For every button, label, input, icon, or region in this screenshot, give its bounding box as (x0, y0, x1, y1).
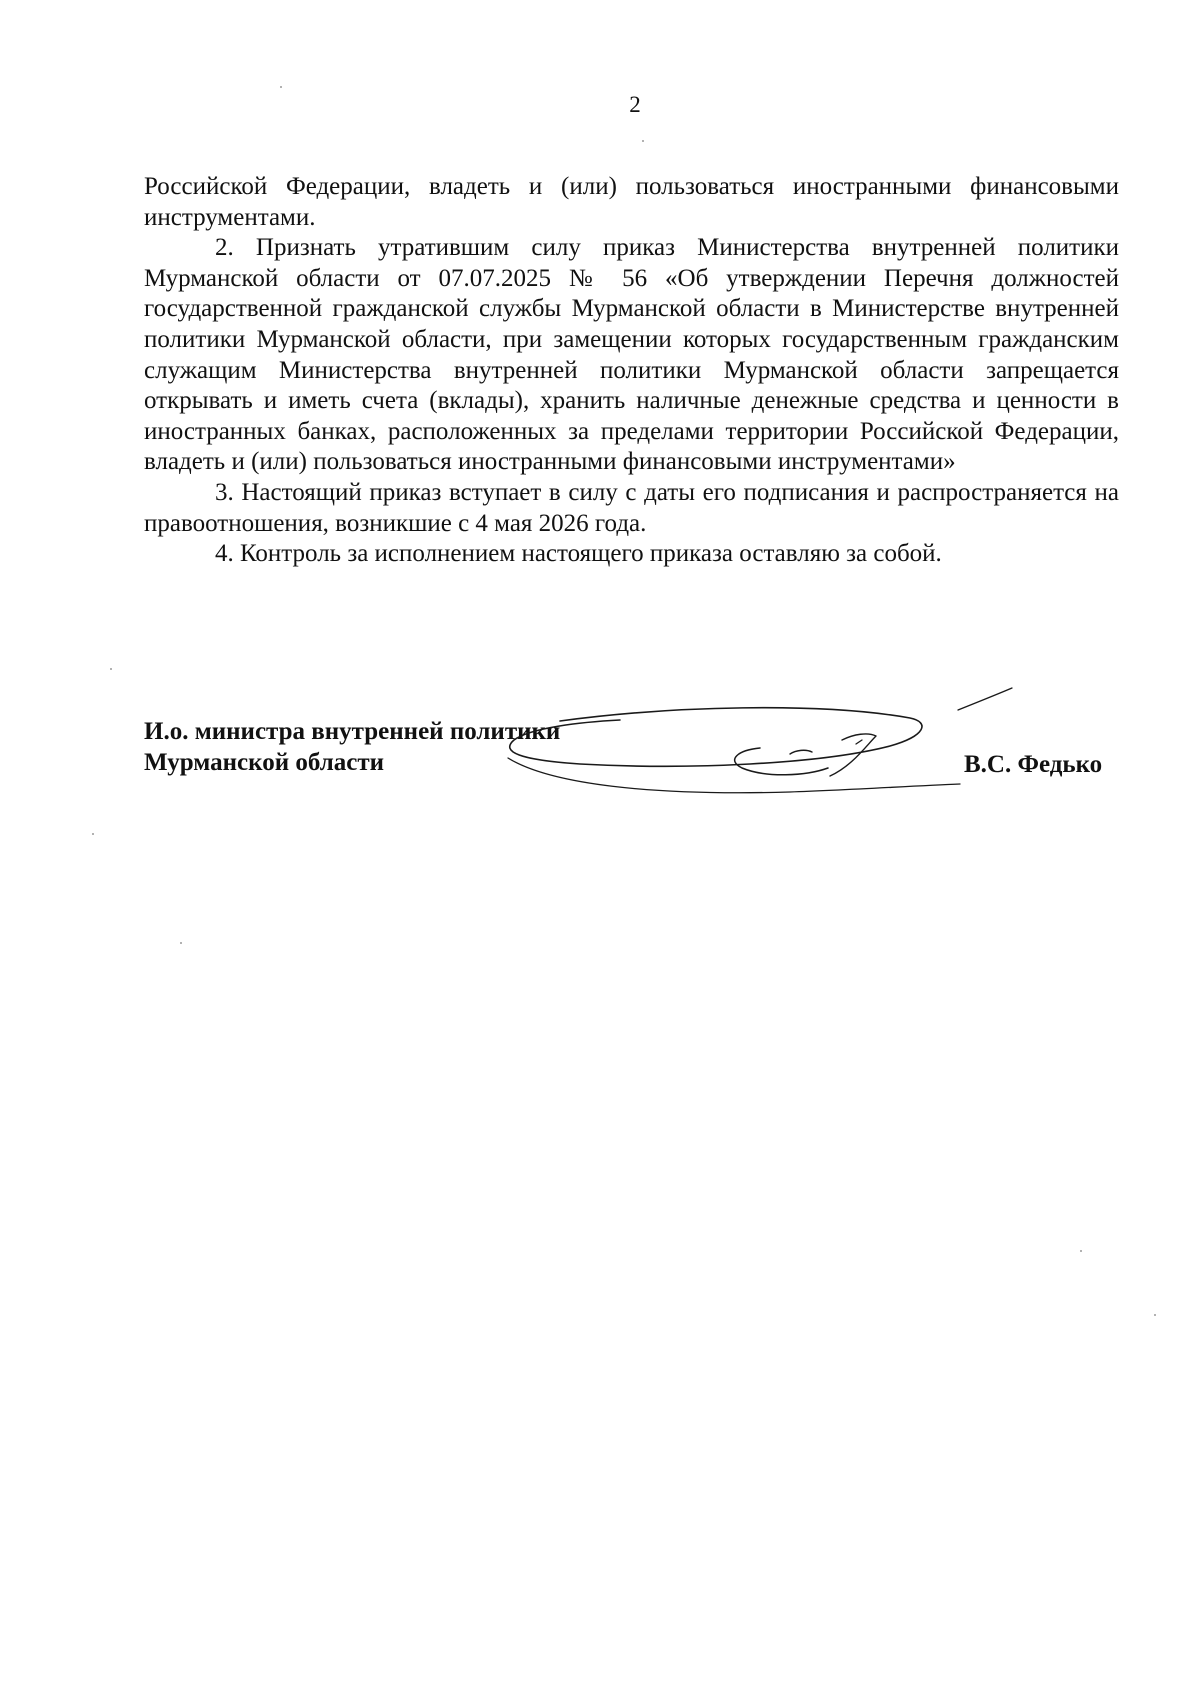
scan-speck (92, 833, 94, 835)
scan-speck (642, 140, 644, 142)
scan-speck (180, 942, 182, 944)
scan-speck (1080, 1250, 1082, 1252)
scan-speck (1154, 1314, 1156, 1316)
scan-speck (110, 668, 112, 670)
signatory-position-line-1: И.о. министра внутренней политики (144, 718, 561, 745)
document-body (144, 172, 1119, 570)
signatory-position-line-2: Мурманской области (144, 749, 385, 776)
paragraph-4: 4. Контроль за исполнением настоящего приказа оставляю за собой. (215, 540, 942, 568)
page-number: 2 (629, 92, 641, 117)
paragraph-3: 3. Настоящий приказ вступает в силу с даты его подписания и распространяется на правоотношения, возникшие с 4 мая 2026 года. (144, 478, 1119, 537)
paragraph-continuation: Российской Федерации, владеть и (или) пользоваться иностранными финансовыми инструментами. (144, 173, 1119, 231)
paragraph-2: 2. Признать утратившим силу приказ Министерства внутренней политики Мурманской области от 07.07.2025 № 56 «Об утверждении Перечня должностей государственной гражданской службы Мурманской области в Министерстве внутренней политики Мурманской области, при замещении которых государственным гражданским служащим Министерства внутренней политики Мурманской области запрещается открывать и иметь счета (вклады), хранить наличные денежные средства и ценности в иностранных банках, расположенных за пределами территории Российской Федерации, владеть и (или) пользоваться иностранными финансовыми инструментами» (144, 234, 1119, 476)
handwritten-signature (490, 680, 1050, 820)
signatory-name: В.С. Федько (964, 751, 1103, 778)
scan-speck (280, 86, 282, 88)
